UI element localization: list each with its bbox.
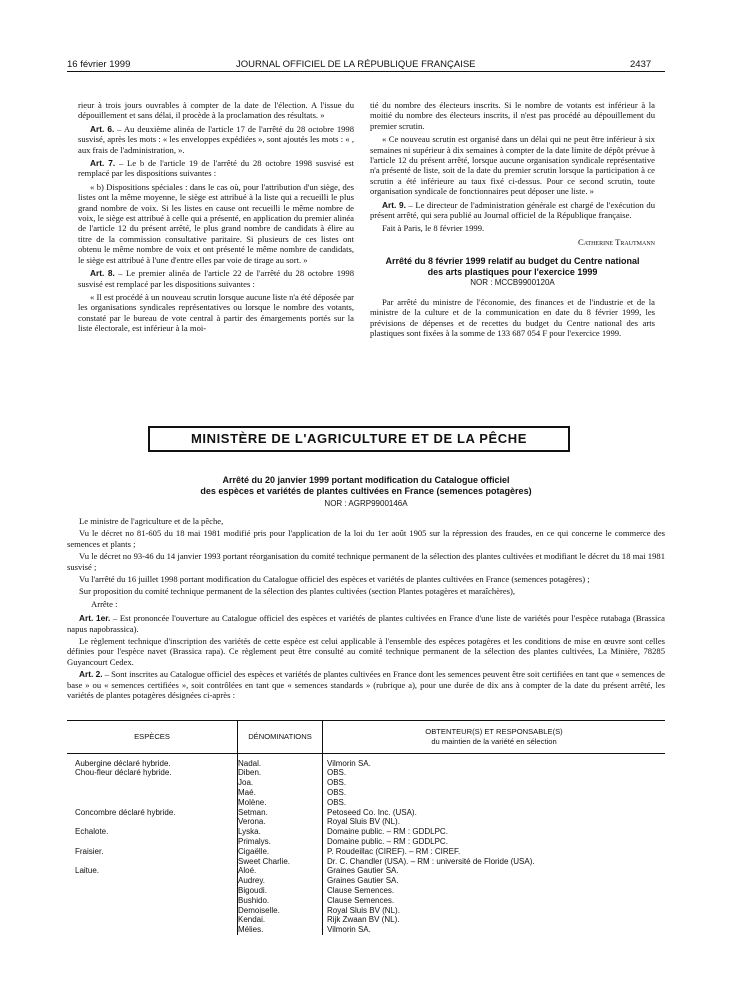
article-7-label: Art. 7.	[90, 158, 116, 169]
table-row	[67, 857, 665, 867]
table-row	[67, 915, 665, 925]
article-7-text: – Le b de l'article 19 de l'arrêté du 28 octobre 1998 susvisé est remplacé par les dispositions suivantes :	[78, 158, 355, 179]
article-6-label: Art. 6.	[90, 123, 115, 134]
cell-espece	[67, 837, 238, 847]
cell-espece	[67, 817, 238, 827]
table-row	[67, 753, 665, 768]
cell-denomination: Demoiselle.	[238, 906, 323, 916]
cell-espece	[67, 798, 238, 808]
table-row	[67, 827, 665, 837]
cell-espece	[67, 778, 238, 788]
table-row	[67, 886, 665, 896]
cell-obtenteur: Clause Semences.	[323, 886, 666, 896]
decree-article-2-text: – Sont inscrites au Catalogue officiel des espèces et variétés de plantes cultivées en France dont les semences peuvent être soit certifiées en tant que « semences de base » ou « semences certifiées », soit contrôlées en tant que « semences standards » (rubrique a), pour une durée de dix ans à compter de la date du présent arrêté, les variétés de plantes potagères désignées ci-après :	[67, 669, 665, 701]
budget-decree-title: Arrêté du 8 février 1999 relatif au budget du Centre national des arts plastiques pour l'exercice 1999	[385, 256, 640, 277]
signature-place-date: Fait à Paris, le 8 février 1999.	[382, 223, 485, 234]
header-page-number: 2437	[630, 59, 652, 70]
table-row	[67, 866, 665, 876]
header-obtenteurs	[323, 721, 666, 754]
decree-article-2	[67, 669, 665, 700]
decree-article-1-label: Art. 1er.	[79, 613, 111, 624]
decree-article-1-text: – Est prononcée l'ouverture au Catalogue officiel des espèces et variétés de plantes cultivées en France d'une liste de variétés pour l'espèce rutabaga (Brassica napus napobrassica).	[67, 613, 665, 634]
header-obtenteurs-line-1: OBTENTEUR(S) ET RESPONSABLE(S)	[425, 727, 563, 736]
cell-denomination: Molène.	[238, 798, 323, 808]
table-row	[67, 808, 665, 818]
table-row	[67, 837, 665, 847]
article-8	[78, 268, 354, 289]
header-denominations: DÉNOMINATIONS	[238, 721, 323, 754]
cell-obtenteur: Dr. C. Chandler (USA). – RM : université de Floride (USA).	[323, 857, 666, 867]
table-row	[67, 778, 665, 788]
cell-denomination: Lyska.	[238, 827, 323, 837]
cell-espece: Echalote.	[75, 827, 109, 837]
cell-denomination: Audrey.	[238, 876, 323, 886]
article-9	[370, 200, 655, 221]
decree-paragraph-reglement: Le règlement technique d'inscription des variétés de cette espèce est celui applicable à l'ensemble des espèces potagères et les conditions de mise en œuvre sont celles définies pour l'espèce navet (Brassica rapa). Ce règlement peut être consulté au comité technique permanent de la sélection des plantes cultivées, La Minière, 78285 Guyancourt Cedex.	[67, 636, 665, 667]
cell-espece	[67, 896, 238, 906]
decree-nor: NOR : AGRP9900146A	[324, 499, 408, 508]
cell-obtenteur: Royal Sluis BV (NL).	[323, 906, 666, 916]
cell-obtenteur: Royal Sluis BV (NL).	[323, 817, 666, 827]
cell-denomination: Mélies.	[238, 925, 323, 935]
cell-denomination: Maé.	[238, 788, 323, 798]
cell-espece: Chou-fleur déclaré hybride.	[75, 768, 172, 778]
decree-paragraph-proposal: Sur proposition du comité technique permanent de la sélection des plantes cultivées (section Plantes potagères et maraîchères),	[79, 586, 515, 597]
decree-paragraph-vu-1: Vu le décret no 81-605 du 18 mai 1981 modifié pris pour l'application de la loi du 1er août 1905 sur la répression des fraudes, en ce qui concerne le commerce des semences et plants ;	[67, 528, 665, 549]
header-especes: ESPÈCES	[67, 721, 238, 754]
article-9-label: Art. 9.	[382, 199, 406, 210]
cell-denomination: Verona.	[238, 817, 323, 827]
header-rule	[67, 71, 665, 72]
cell-obtenteur: Graines Gautier SA.	[323, 876, 666, 886]
cell-espece	[67, 788, 238, 798]
cell-espece	[67, 876, 238, 886]
article-7	[78, 158, 354, 179]
right-column	[370, 100, 655, 341]
cell-denomination: Sweet Charlie.	[238, 857, 323, 867]
cell-obtenteur: OBS.	[323, 778, 666, 788]
table-row	[67, 788, 665, 798]
cell-espece	[67, 925, 238, 935]
decree-paragraph-vu-3: Vu l'arrêté du 16 juillet 1998 portant modification du Catalogue officiel des espèces et variétés de plantes cultivées en France (semences potagères) ;	[79, 574, 590, 585]
table-row	[67, 798, 665, 808]
decree-paragraph-minister: Le ministre de l'agriculture et de la pêche,	[79, 516, 224, 526]
cell-obtenteur: Graines Gautier SA.	[323, 866, 666, 876]
cell-obtenteur: OBS.	[323, 788, 666, 798]
decree-paragraph-vu-2: Vu le décret no 93-46 du 14 janvier 1993 portant réorganisation du comité technique permanent de la sélection des plantes cultivées et modifiant le décret du 18 mai 1981 susvisé ;	[67, 551, 665, 572]
decree-article-1	[67, 613, 665, 634]
table-row	[67, 876, 665, 886]
header-date: 16 février 1999	[67, 59, 131, 70]
cell-espece: Laitue.	[75, 866, 100, 876]
right-paragraph-2: « Ce nouveau scrutin est organisé dans un délai qui ne peut être inférieur à six semaines ni supérieur à dix semaines à compter de la date limite de dépôt prévue à l'article 12 du présent arrêté, lorsque aucune organisation syndicale représentative n'a présenté de liste, soit de la date du premier scrutin lorsque la participation à ce scrutin a été inférieure au taux fixé ci-dessus. Pour ce second scrutin, toute organisation syndicale de fonctionnaires peut déposer une liste. »	[370, 134, 655, 197]
signature-name: Catherine Trautmann	[578, 236, 655, 247]
table-row	[67, 817, 665, 827]
article-8-provision: « Il est procédé à un nouveau scrutin lorsque aucune liste n'a été déposée par les organisations syndicales représentatives ou lorsque le nombre des votants, constaté par le bureau de vote central à partir des émargements portés sur la liste électorale, est inférieur à la moi-	[78, 291, 354, 334]
article-7-provision: « b) Dispositions spéciales : dans le cas où, pour l'attribution d'un siège, des listes ont la même moyenne, le siège est attribué à la liste qui a recueilli le plus grand nombre de voix. Si les listes en cause ont recueilli le même nombre de voix, le siège est attribué à celle qui a présenté, en application du premier alinéa de l'article 12 du présent arrêté, le plus grand nombre de candidats à élire au titre de la commission consultative paritaire. Si plusieurs de ces listes ont obtenu le même nombre de voix et ont présenté le même nombre de candidats, le siège est attribué à l'une d'entre elles par voie de tirage au sort. »	[78, 181, 354, 265]
cell-obtenteur: Domaine public. – RM : GDDLPC.	[323, 837, 666, 847]
header-obtenteurs-line-2: du maintien de la variété en sélection	[431, 736, 557, 746]
decree-arrete: Arrête :	[91, 598, 118, 609]
cell-obtenteur: Vilmorin SA.	[323, 753, 666, 768]
ministry-heading: MINISTÈRE DE L'AGRICULTURE ET DE LA PÊCHE	[148, 426, 570, 452]
cell-espece	[67, 886, 238, 896]
table-row	[67, 847, 665, 857]
article-6-text: – Au deuxième alinéa de l'article 17 de l'arrêté du 28 octobre 1998 susvisé, après les mots : « les enveloppes expédiées », sont ajoutés les mots : « , aux frais de l'administration, ».	[78, 123, 355, 155]
decree-title-line-2: des espèces et variétés de plantes cultivées en France (semences potagères)	[200, 486, 532, 496]
table-body	[67, 753, 665, 935]
cell-obtenteur: Vilmorin SA.	[323, 925, 666, 935]
article-6	[78, 124, 354, 155]
cell-denomination: Bushido.	[238, 896, 323, 906]
cell-obtenteur: Rijk Zwaan BV (NL).	[323, 915, 666, 925]
left-column	[78, 100, 354, 337]
decree-article-2-label: Art. 2.	[79, 669, 103, 680]
header-journal-title: JOURNAL OFFICIEL DE LA RÉPUBLIQUE FRANÇAISE	[236, 59, 476, 70]
varieties-table	[67, 720, 665, 935]
article-8-text: – Le premier alinéa de l'article 22 de l'arrêté du 28 octobre 1998 susvisé est remplacé par les dispositions suivantes :	[78, 268, 354, 289]
table-header-row	[67, 721, 665, 754]
table-row	[67, 925, 665, 935]
cell-obtenteur: Petoseed Co. Inc. (USA).	[323, 808, 666, 818]
cell-espece	[67, 857, 238, 867]
cell-denomination: Aloé.	[238, 866, 323, 876]
table-row	[67, 896, 665, 906]
article-8-label: Art. 8.	[90, 268, 115, 279]
cell-denomination: Setman.	[238, 808, 323, 818]
cell-denomination: Joa.	[238, 778, 323, 788]
cell-denomination: Kendai.	[238, 915, 323, 925]
table-row	[67, 906, 665, 916]
cell-obtenteur: Domaine public. – RM : GDDLPC.	[323, 827, 666, 837]
cell-espece	[67, 906, 238, 916]
decree-title-line-1: Arrêté du 20 janvier 1999 portant modification du Catalogue officiel	[222, 475, 510, 485]
cell-denomination: Nadal.	[238, 753, 323, 768]
cell-obtenteur: P. Roudeillac (CIREF). – RM : CIREF.	[323, 847, 666, 857]
cell-denomination: Bigoudi.	[238, 886, 323, 896]
decree-body	[67, 516, 665, 703]
budget-decree-body: Par arrêté du ministre de l'économie, des finances et de l'industrie et de la ministre de la culture et de la communication en date du 8 février 1999, les prévisions de dépenses et de recettes du budget du Centre national des arts plastiques sont fixées à la somme de 133 687 054 F pour l'exercice 1999.	[370, 296, 655, 338]
cell-espece	[67, 915, 238, 925]
budget-decree-nor: NOR : MCCB9900120A	[470, 278, 555, 288]
cell-denomination: Cigaëlle.	[238, 847, 323, 857]
left-paragraph-1: rieur à trois jours ouvrables à compter de la date de l'élection. A l'issue du dépouillement et sans délai, il procède à la proclamation des résultats. »	[78, 100, 354, 121]
cell-obtenteur: Clause Semences.	[323, 896, 666, 906]
cell-obtenteur: OBS.	[323, 798, 666, 808]
cell-espece: Aubergine déclaré hybride.	[75, 758, 171, 768]
cell-denomination: Diben.	[238, 768, 323, 778]
article-9-text: – Le directeur de l'administration générale est chargé de l'exécution du présent arrêté, qui sera publié au Journal officiel de la République française.	[370, 199, 655, 221]
table-row	[67, 768, 665, 778]
cell-obtenteur: OBS.	[323, 768, 666, 778]
cell-denomination: Primalys.	[238, 837, 323, 847]
right-paragraph-1: tié du nombre des électeurs inscrits. Si le nombre de votants est inférieur à la moitié du nombre des électeurs inscrits, il n'est pas procédé au dépouillement du premier scrutin.	[370, 100, 655, 131]
cell-espece: Fraisier.	[75, 846, 104, 856]
cell-espece: Concombre déclaré hybride.	[75, 807, 176, 817]
